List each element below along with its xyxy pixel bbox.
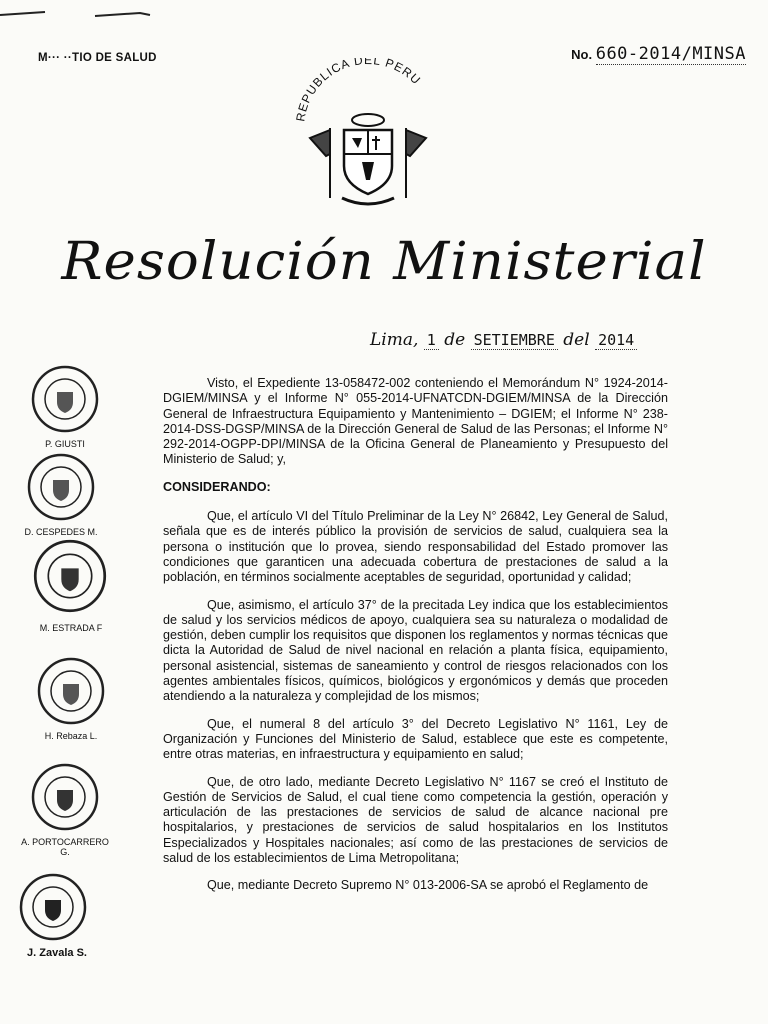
date-month: SETIEMBRE (471, 331, 558, 350)
date-year: 2014 (595, 331, 637, 350)
seal-1 (30, 364, 110, 449)
scan-marks-top (0, 6, 210, 16)
seal-2-label: D. CESPEDES M. (24, 527, 98, 537)
paragraph-considerando-1: Que, el artículo VI del Título Preliminar de la Ley N° 26842, Ley General de Salud, señala que es de interés público la provisión de servicios de salud, cualquiera sea la persona o institución que lo provea, siendo responsabilidad del Estado promover las condiciones que garanticen una adecuada cobertura de prestaciones de salud a la población, en términos socialmente aceptables de seguridad, oportunidad y calidad; (163, 509, 668, 585)
resolution-number (571, 44, 746, 64)
national-coat-of-arms (292, 58, 444, 218)
coat-of-arms-icon (292, 58, 444, 218)
official-seal-icon (18, 872, 88, 942)
seal-5-label: A. PORTOCARRERO G. (21, 837, 109, 857)
paragraph-considerando-2: Que, asimismo, el artículo 37° de la precitada Ley indica que los establecimientos de salud y los servicios médicos de apoyo, cualquiera sea su naturaleza o modalidad de gestión, deben cumplir los requisitos que disponen los reglamentos y normas técnicas que dicta la Autoridad de Salud de nivel nacional en relación a planta física, equipamiento, personal asistencial, sistemas de saneamiento y control de riesgos relacionados con los agentes ambientales físicos, químicos, biológicos y ergonómicos y demás que proceden atendiendo a la naturaleza y complejidad de los mismos; (163, 597, 668, 704)
considerando-heading: CONSIDERANDO: (163, 479, 271, 494)
document-title: Resolución Ministerial (61, 232, 707, 292)
paragraph-considerando-4: Que, de otro lado, mediante Decreto Legislativo N° 1167 se creó el Instituto de Gestión de Servicios de Salud, el cual tiene como competencia la gestión, operación y articulación de las prestaciones de servicios de salud de alcance nacional pre hospitalarios, y prestaciones de servicios de salud hospitalarios en los Institutos Especializados y Hospitales nacionales; así como de las prestaciones de servicios de salud de los establecimientos de Lima Metropolitana; (163, 774, 668, 866)
seal-5 (21, 762, 110, 857)
resolution-number-prefix: No. (571, 47, 593, 62)
seal-6 (18, 872, 102, 959)
official-seal-icon (32, 538, 108, 614)
paragraph-considerando-5: Que, mediante Decreto Supremo N° 013-2006-SA se aprobó el Reglamento de (207, 878, 649, 893)
seal-4 (36, 656, 116, 741)
crest-motto: REPUBLICA DEL PERU (293, 58, 424, 123)
seal-2 (26, 452, 106, 537)
document-date (370, 330, 637, 350)
document-body (163, 376, 668, 906)
seal-3-label: M. ESTRADA F (39, 623, 103, 633)
paragraph-considerando-3: Que, el numeral 8 del artículo 3° del Decreto Legislativo N° 1161, Ley de Organización y Funciones del Ministerio de Salud, establece que este es competente, entre otras materias, en infraestructura y equipamiento en salud; (163, 716, 668, 762)
official-seal-icon (26, 452, 96, 522)
ministry-header: M··· ··TIO DE SALUD (38, 52, 157, 64)
date-del: del (563, 330, 590, 350)
seal-3 (32, 538, 116, 633)
svg-text:REPUBLICA DEL PERU (293, 58, 423, 122)
resolution-number-value: 660-2014/MINSA (595, 44, 746, 64)
official-seal-icon (30, 364, 100, 434)
seal-4-label: H. Rebaza L. (44, 731, 98, 741)
scan-line-mark (0, 7, 210, 19)
date-day: 1 (424, 331, 439, 350)
official-seal-icon (36, 656, 106, 726)
paragraph-visto: Visto, el Expediente 13-058472-002 conteniendo el Memorándum N° 1924-2014-DGIEM/MINSA y el Informe N° 055-2014-UFNATCDN-DGIEM/MINSA de la Dirección General de Infraestructura Equipamiento y Mantenimiento – DGIEM; el Informe N° 238-2014-DSS-DGSP/MINSA de la Dirección General de Salud de las Personas; el Informe N° 292-2014-OGPP-DPI/MINSA de la Oficina General de Planeamiento y Presupuesto del Ministerio de Salud; y, (163, 376, 668, 467)
seal-6-label: J. Zavala S. (27, 947, 87, 959)
seal-1-label: P. GIUSTI (45, 439, 85, 449)
date-city: Lima, (370, 330, 419, 350)
official-seal-icon (30, 762, 100, 832)
date-de: de (444, 330, 466, 350)
